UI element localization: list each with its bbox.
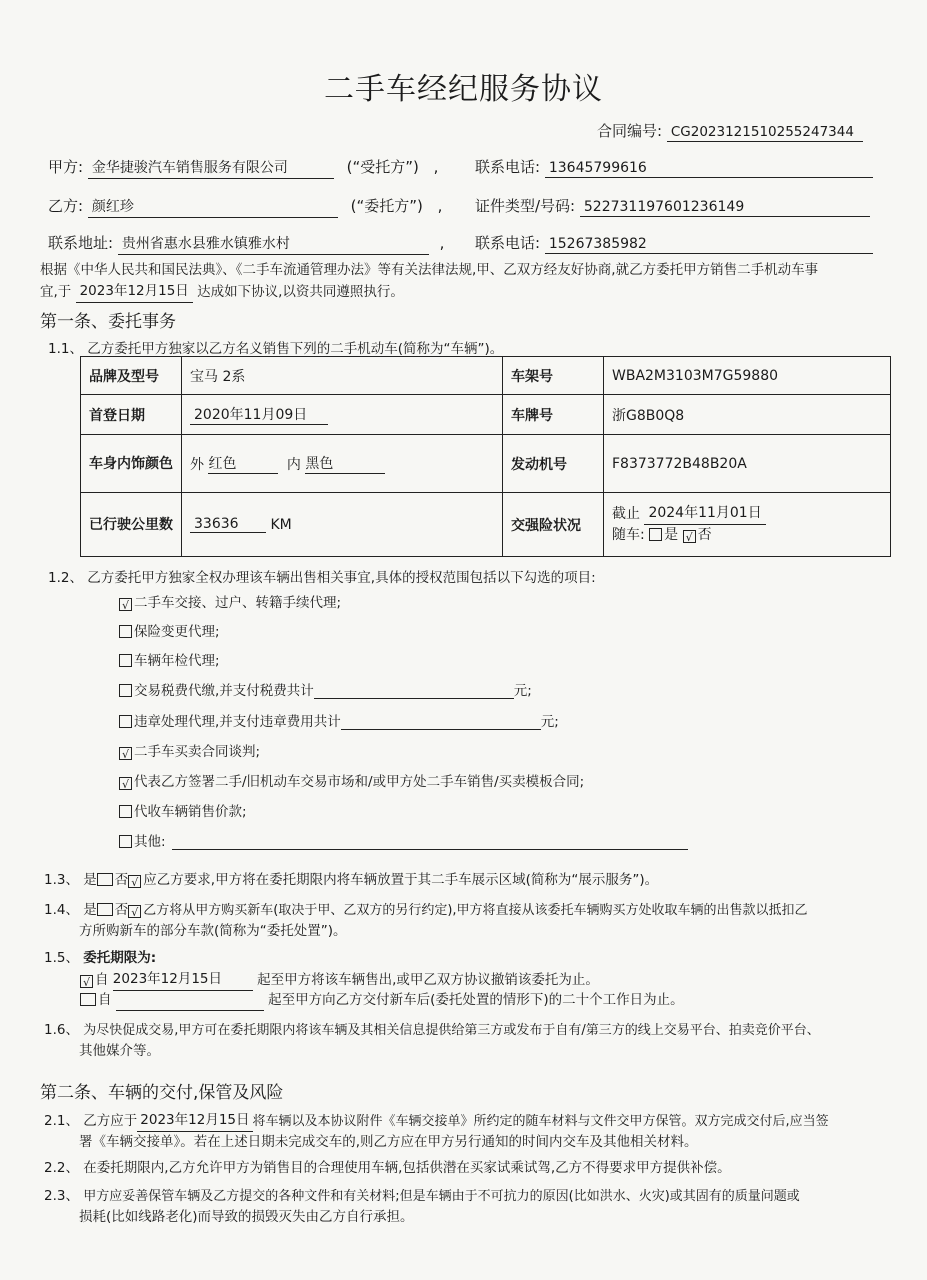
clause-1-3-num: 1.3、: [44, 872, 79, 888]
party-b-role: (“委托方”): [350, 197, 423, 215]
clause-2-1-num: 2.1、: [44, 1113, 79, 1129]
clause-1-5-b-text: 起至甲方向乙方交付新车后(委托处置的情形下)的二十个工作日为止。: [268, 992, 684, 1008]
clause-2-3: [44, 1186, 904, 1228]
clause-2-3-num: 2.3、: [44, 1188, 79, 1204]
clause-1-5-b-from: 自: [98, 992, 112, 1008]
option-1-label: 保险变更代理;: [134, 624, 220, 640]
reg-date-label: 首登日期: [81, 395, 182, 435]
clause-2-2-num: 2.2、: [44, 1160, 79, 1176]
option-7-label: 代收车辆销售价款;: [134, 804, 247, 820]
option-3-amount-field[interactable]: [314, 682, 514, 699]
option-7-checkbox[interactable]: [119, 805, 132, 818]
clause-1-4-no-label: 否: [114, 902, 129, 918]
option-0-checkbox[interactable]: √: [119, 598, 132, 611]
party-a-label: 甲方:: [48, 158, 84, 176]
clause-2-3-text-1: 甲方应妥善保管车辆及乙方提交的各种文件和有关材料;但是车辆由于不可抗力的原因(比如洪水、火灾)或其固有的质量问题或: [83, 1189, 800, 1204]
clause-1-3-text: 应乙方要求,甲方将在委托期限内将车辆放置于其二手车展示区域(简称为“展示服务”)。: [143, 872, 659, 888]
int-color-value: 黑色: [305, 453, 385, 474]
engine-label: 发动机号: [503, 435, 604, 493]
engine-value: F8373772B48B20A: [604, 435, 891, 493]
clause-1-4-text-2: 方所购新车的部分车款(简称为“委托处置”)。: [79, 923, 347, 939]
insurance-with-label: 随车:: [612, 527, 645, 543]
option-1: [119, 620, 220, 640]
mileage-cell: [182, 493, 503, 557]
clause-1-6-line1: [44, 1020, 904, 1041]
mileage-value: 33636: [190, 516, 266, 533]
clause-1-5-a-text: 起至甲方将该车辆售出,或甲乙双方协议撤销该委托为止。: [257, 972, 599, 988]
party-b-name: 颜红珍: [88, 196, 338, 218]
option-1-checkbox[interactable]: [119, 625, 132, 638]
preamble-line2-pre: 宜,于: [40, 284, 72, 300]
mileage-unit: KM: [270, 517, 292, 533]
clause-1-5-a-from: 自: [95, 972, 109, 988]
clause-1-6-num: 1.6、: [44, 1022, 79, 1038]
clause-2-1-date: 2023年12月15日: [137, 1110, 252, 1132]
clause-1-5-a: [80, 969, 599, 991]
option-7: [119, 800, 247, 820]
color-cell: [182, 435, 503, 493]
party-b-row: [48, 195, 442, 218]
party-a-phone: 13645799616: [545, 160, 873, 178]
contract-number-row: [597, 120, 863, 142]
clause-1-5: [44, 948, 156, 969]
section-2-title: 第二条、车辆的交付,保管及风险: [40, 1083, 284, 1103]
option-3-checkbox[interactable]: [119, 684, 132, 697]
address-value: 贵州省惠水县雅水镇雅水村: [118, 233, 429, 255]
mileage-label: 已行驶公里数: [81, 493, 182, 557]
party-b-id-label: 证件类型/号码:: [475, 197, 576, 215]
address-phone: 15267385982: [545, 236, 873, 254]
option-6-checkbox[interactable]: √: [119, 777, 132, 790]
ext-color-label: 外: [190, 457, 204, 473]
address-phone-row: [475, 232, 873, 254]
address-phone-label: 联系电话:: [475, 234, 541, 252]
clause-1-6: [44, 1020, 904, 1062]
clause-1-2: [48, 568, 596, 589]
option-2-checkbox[interactable]: [119, 654, 132, 667]
option-4: [119, 710, 559, 730]
option-8-checkbox[interactable]: [119, 835, 132, 848]
brand-value: 宝马 2系: [182, 357, 503, 395]
option-8-label: 其他:: [134, 834, 166, 850]
clause-1-4-yes-label: 是: [83, 902, 97, 918]
address-row: [48, 232, 444, 255]
brand-label: 品牌及型号: [81, 357, 182, 395]
clause-1-3: [44, 870, 658, 891]
clause-2-1-pre: 乙方应于: [83, 1113, 138, 1129]
option-4-suffix: 元;: [540, 714, 559, 730]
ext-color-value: 红色: [208, 453, 278, 474]
insurance-with-row: [612, 525, 882, 546]
party-a-row: [48, 156, 438, 179]
preamble: [40, 260, 900, 303]
clause-1-1-num: 1.1、: [48, 341, 83, 357]
clause-2-1-line1: [44, 1110, 904, 1132]
clause-1-6-text-1: 为尽快促成交易,甲方可在委托期限内将该车辆及其相关信息提供给第三方或发布于自有/第三方的线上交易平台、拍卖竞价平台、: [83, 1023, 820, 1038]
clause-1-2-num: 1.2、: [48, 570, 83, 586]
clause-2-1-text-1: 将车辆以及本协议附件《车辆交接单》所约定的随车材料与文件交甲方保管。双方完成交付后,应当签: [252, 1114, 829, 1129]
clause-1-4-yes-checkbox[interactable]: [97, 903, 113, 916]
plate-label: 车牌号: [503, 395, 604, 435]
reg-date-value: 2020年11月09日: [190, 404, 328, 425]
document-title: 二手车经纪服务协议: [324, 72, 603, 107]
option-4-amount-field[interactable]: [341, 713, 541, 730]
clause-2-2-text: 在委托期限内,乙方允许甲方为销售目的合理使用车辆,包括供潜在买家试乘试驾,乙方不得要求甲方提供补偿。: [83, 1160, 731, 1176]
insurance-yes-label: 是: [664, 527, 679, 543]
clause-2-1: [44, 1110, 904, 1153]
clause-1-5-b-date-field[interactable]: [116, 994, 264, 1011]
address-label: 联系地址:: [48, 234, 114, 252]
insurance-yes-checkbox[interactable]: [649, 528, 662, 541]
plate-value: 浙G8B0Q8: [604, 395, 891, 435]
clause-2-1-text-2: 署《车辆交接单》。若在上述日期未完成交车的,则乙方应在甲方另行通知的时间内交车及其他相关材料。: [79, 1134, 698, 1150]
party-a-phone-row: [475, 156, 873, 178]
table-row: [81, 357, 891, 395]
insurance-cell: [604, 493, 891, 557]
party-a-name: 金华捷骏汽车销售服务有限公司: [88, 157, 334, 179]
option-6: [119, 770, 584, 790]
clause-1-2-text: 乙方委托甲方独家全权办理该车辆出售相关事宜,具体的授权范围包括以下勾选的项目:: [87, 570, 596, 586]
insurance-label: 交强险状况: [503, 493, 604, 557]
party-a-phone-label: 联系电话:: [475, 158, 541, 176]
vin-label: 车架号: [503, 357, 604, 395]
option-4-label: 违章处理代理,并支付违章费用共计: [134, 714, 341, 730]
option-4-checkbox[interactable]: [119, 715, 132, 728]
clause-1-4-line1: [44, 900, 904, 921]
preamble-date: 2023年12月15日: [76, 281, 193, 303]
vehicle-table: [80, 356, 891, 557]
table-row: [81, 395, 891, 435]
preamble-line2-post: 达成如下协议,以资共同遵照执行。: [197, 284, 404, 300]
party-a-role: (“受托方”): [346, 158, 419, 176]
option-0-label: 二手车交接、过户、转籍手续代理;: [134, 595, 342, 611]
option-8-other-field[interactable]: [172, 833, 688, 850]
clause-2-2: [44, 1158, 731, 1179]
clause-1-1-text: 乙方委托甲方独家以乙方名义销售下列的二手机动车(简称为“车辆”)。: [87, 341, 504, 357]
clause-1-5-a-date: 2023年12月15日: [113, 969, 253, 991]
clause-1-3-yes-checkbox[interactable]: [97, 873, 113, 886]
table-row: [81, 493, 891, 557]
clause-1-6-text-2: 其他媒介等。: [79, 1043, 160, 1059]
option-8: [119, 830, 688, 850]
option-3-suffix: 元;: [513, 683, 532, 699]
insurance-until-row: [612, 503, 882, 525]
clause-1-3-yes-label: 是: [83, 872, 97, 888]
clause-1-5-b-checkbox[interactable]: [80, 993, 96, 1006]
option-5-label: 二手车买卖合同谈判;: [134, 744, 261, 760]
party-b-sep: ,: [437, 197, 443, 215]
option-5-checkbox[interactable]: √: [119, 747, 132, 760]
insurance-no-label: 否: [697, 527, 712, 543]
insurance-no-checkbox[interactable]: √: [683, 530, 696, 543]
int-color-label: 内: [286, 457, 301, 473]
table-row: [81, 435, 891, 493]
reg-date-cell: [182, 395, 503, 435]
option-5: [119, 740, 260, 760]
option-2: [119, 649, 220, 669]
insurance-until-label: 截止: [612, 506, 640, 522]
party-b-label: 乙方:: [48, 197, 84, 215]
clause-2-3-line1: [44, 1186, 904, 1207]
vin-value: WBA2M3103M7G59880: [604, 357, 891, 395]
option-6-label: 代表乙方签署二手/旧机动车交易市场和/或甲方处二手车销售/买卖模板合同;: [134, 774, 585, 790]
contract-number-value: CG2023121510255247344: [667, 124, 863, 142]
option-0: [119, 591, 341, 611]
section-1-title: 第一条、委托事务: [40, 312, 176, 332]
clause-1-4-text-1: 乙方将从甲方购买新车(取决于甲、乙双方的另行约定),甲方将直接从该委托车辆购买方处收取车辆的出售款以抵扣乙: [143, 903, 808, 918]
clause-1-5-a-checkbox[interactable]: √: [80, 975, 93, 988]
address-sep: ,: [439, 234, 445, 252]
contract-number-label: 合同编号:: [597, 122, 663, 140]
color-label: 车身内饰颜色: [81, 435, 182, 493]
clause-1-5-b: [80, 990, 684, 1011]
preamble-line1: 根据《中华人民共和国民法典》、《二手车流通管理办法》等有关法律法规,甲、乙双方经友好协商,就乙方委托甲方销售二手机动车事: [40, 262, 819, 278]
party-b-id: 522731197601236149: [580, 199, 870, 217]
clause-1-3-no-label: 否: [114, 872, 129, 888]
party-a-sep: ,: [433, 158, 439, 176]
option-2-label: 车辆年检代理;: [134, 653, 220, 669]
clause-2-3-text-2: 损耗(比如线路老化)而导致的损毁灭失由乙方自行承担。: [79, 1209, 414, 1225]
clause-1-4-no-checkbox[interactable]: √: [128, 905, 141, 918]
clause-1-5-title: 委托期限为:: [83, 950, 157, 966]
clause-1-4: [44, 900, 904, 942]
option-3-label: 交易税费代缴,并支付税费共计: [134, 683, 314, 699]
clause-1-5-num: 1.5、: [44, 950, 79, 966]
party-b-id-row: [475, 195, 870, 217]
preamble-line2: [40, 281, 900, 303]
clause-1-3-no-checkbox[interactable]: √: [128, 875, 141, 888]
clause-1-4-num: 1.4、: [44, 902, 79, 918]
insurance-until-value: 2024年11月01日: [644, 503, 765, 525]
option-3: [119, 679, 532, 699]
